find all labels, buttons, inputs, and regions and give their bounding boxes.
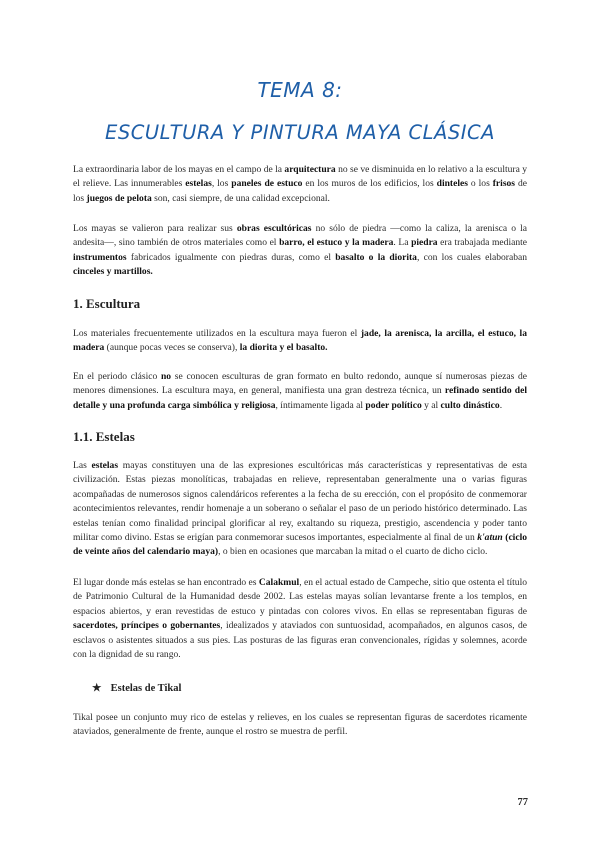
text-run: de los	[73, 178, 527, 204]
text-run: , con los cuales elaboraban	[416, 251, 527, 263]
bold-term: refinado sentido del detalle y una profunda carga simbólica y religiosa	[73, 385, 528, 411]
text-run: . La	[393, 237, 412, 249]
bold-term: poder político	[365, 399, 422, 411]
subheading-tikal-label: Estelas de Tikal	[110, 683, 182, 694]
bold-term: arquitectura	[284, 164, 336, 175]
text-run: El lugar donde más estelas se han encontrado es	[73, 577, 259, 588]
text-run: , en el actual estado de Campeche, sitio que ostenta el título de Patrimonio Cultural de la Humanidad desde 2002. Las estelas mayas solían levantarse frente a los templos, en espacios abiertos, y eran revestidas de estuco y pintadas con colores vivos. En ellas se representaban figuras de	[73, 577, 527, 617]
section-heading-escultura: 1. Escultura	[73, 296, 141, 311]
bold-term: instrumentos	[73, 251, 127, 263]
text-run: mayas constituyen una de las expresiones escultóricas más características y representativas de esta civilización. Estas piezas monolíticas, trabajadas en relieve, representaban generalmente una o varias figuras acompañadas de numerosos signos calendáricos referentes a la fecha de su erección, con el propósito de conmemorar acontecimientos relevantes, rendir homenaje a un soberano o señalar el paso de un periodo histórico determinado. Las estelas tenían como finalidad principal glorificar al rey, exaltando su riqueza, prestigio, ascendencia y poder tanto militar como divino. Estas se erigían para conmemorar sucesos importantes, especialmente al final de un	[73, 460, 527, 544]
bold-term: no	[160, 371, 172, 382]
chapter-title: ESCULTURA Y PINTURA MAYA CLÁSICA	[105, 121, 495, 144]
section-heading-estelas: 1.1. Estelas	[73, 429, 135, 444]
escultura-paragraph-1	[73, 327, 527, 356]
text-run: La extraordinaria labor de los mayas en el campo de la	[73, 164, 285, 175]
estelas-paragraph-1	[73, 459, 527, 560]
text-run: Las	[73, 460, 92, 471]
text-run: Los mayas se valieron para realizar sus	[73, 223, 237, 234]
text-run: no sólo de piedra —como la caliza, la arenisca o la andesita—, sino también de otros materiales como el	[73, 223, 527, 249]
text-run: , o bien en ocasiones que marcaban la mitad o el cuarto de dicho ciclo.	[218, 546, 488, 558]
bold-term: piedra	[411, 237, 438, 249]
text-run: son, casi siempre, de una calidad excepcional.	[151, 192, 330, 204]
subheading-tikal	[92, 682, 181, 694]
tikal-paragraph-text: Tikal posee un conjunto muy rico de estelas y relieves, en los cuales se representan figuras de sacerdotes ricamente ataviados, generalmente de frente, aunque el rostro se muestra de perfil.	[73, 712, 527, 738]
bold-term: Calakmul	[258, 577, 300, 588]
text-run: , íntimamente ligada al	[275, 399, 366, 411]
bold-term: estelas	[185, 178, 212, 190]
text-run: o los	[467, 178, 493, 190]
escultura-paragraph-2	[73, 370, 527, 413]
tikal-paragraph	[73, 711, 527, 740]
page-number: 77	[517, 797, 528, 808]
text-run: en los muros de los edificios, los	[302, 178, 437, 190]
intro-paragraph-1	[73, 163, 527, 206]
intro-paragraph-2	[73, 222, 527, 280]
text-run: (aunque pocas veces se conserva),	[104, 342, 240, 354]
bold-term: la diorita y el basalto.	[239, 342, 328, 354]
bold-term: frisos	[492, 178, 516, 190]
bold-term: obras escultóricas	[236, 223, 312, 234]
text-run: se conocen esculturas de gran formato en bulto redondo, aunque sí numerosas piezas de menores dimensiones. La escultura maya, en general, manifiesta una gran destreza técnica, un	[73, 371, 527, 397]
text-run: y al	[421, 399, 441, 411]
text-run: fabricados igualmente con piedras duras, como el	[126, 251, 336, 263]
estelas-paragraph-2	[73, 576, 527, 662]
text-run: , idealizados y ataviados con suntuosidad, acompañados, en algunos casos, de esclavos o asistentes situados a sus pies. Las posturas de las figuras eran convencionales, rígidas y solemnes, acorde con la dignidad de su rango.	[73, 620, 527, 661]
bold-term: dinteles	[436, 178, 468, 190]
text-run: Los materiales frecuentemente utilizados en la escultura maya fueron el	[73, 328, 361, 339]
text-run: no se ve disminuida en lo relativo a la escultura y el relieve. Las innumerables	[73, 164, 527, 190]
bold-term: barro, el estuco y la madera	[279, 237, 394, 249]
text-run: era trabajada mediante	[437, 237, 527, 249]
bold-term: estelas	[91, 460, 119, 471]
bold-term: culto dinástico	[440, 399, 500, 411]
text-run: En el periodo clásico	[73, 371, 161, 382]
bold-term: cinceles y martillos.	[73, 266, 153, 278]
bold-term: sacerdotes, príncipes o gobernantes	[73, 620, 221, 632]
chapter-number: TEMA 8:	[257, 78, 343, 102]
bold-term: juegos de pelota	[86, 192, 152, 204]
bold-term: k'atun	[477, 532, 503, 544]
text-run: , los	[211, 178, 232, 190]
bold-term: paneles de estuco	[231, 178, 303, 190]
star-bullet-icon: ★	[92, 683, 102, 694]
bold-term: (ciclo de veinte años del calendario maya)	[73, 532, 527, 558]
text-run: .	[499, 399, 503, 411]
bold-term: jade, la arenisca, la arcilla, el estuco, la madera	[73, 328, 527, 354]
bold-term: basalto o la diorita	[335, 251, 417, 263]
